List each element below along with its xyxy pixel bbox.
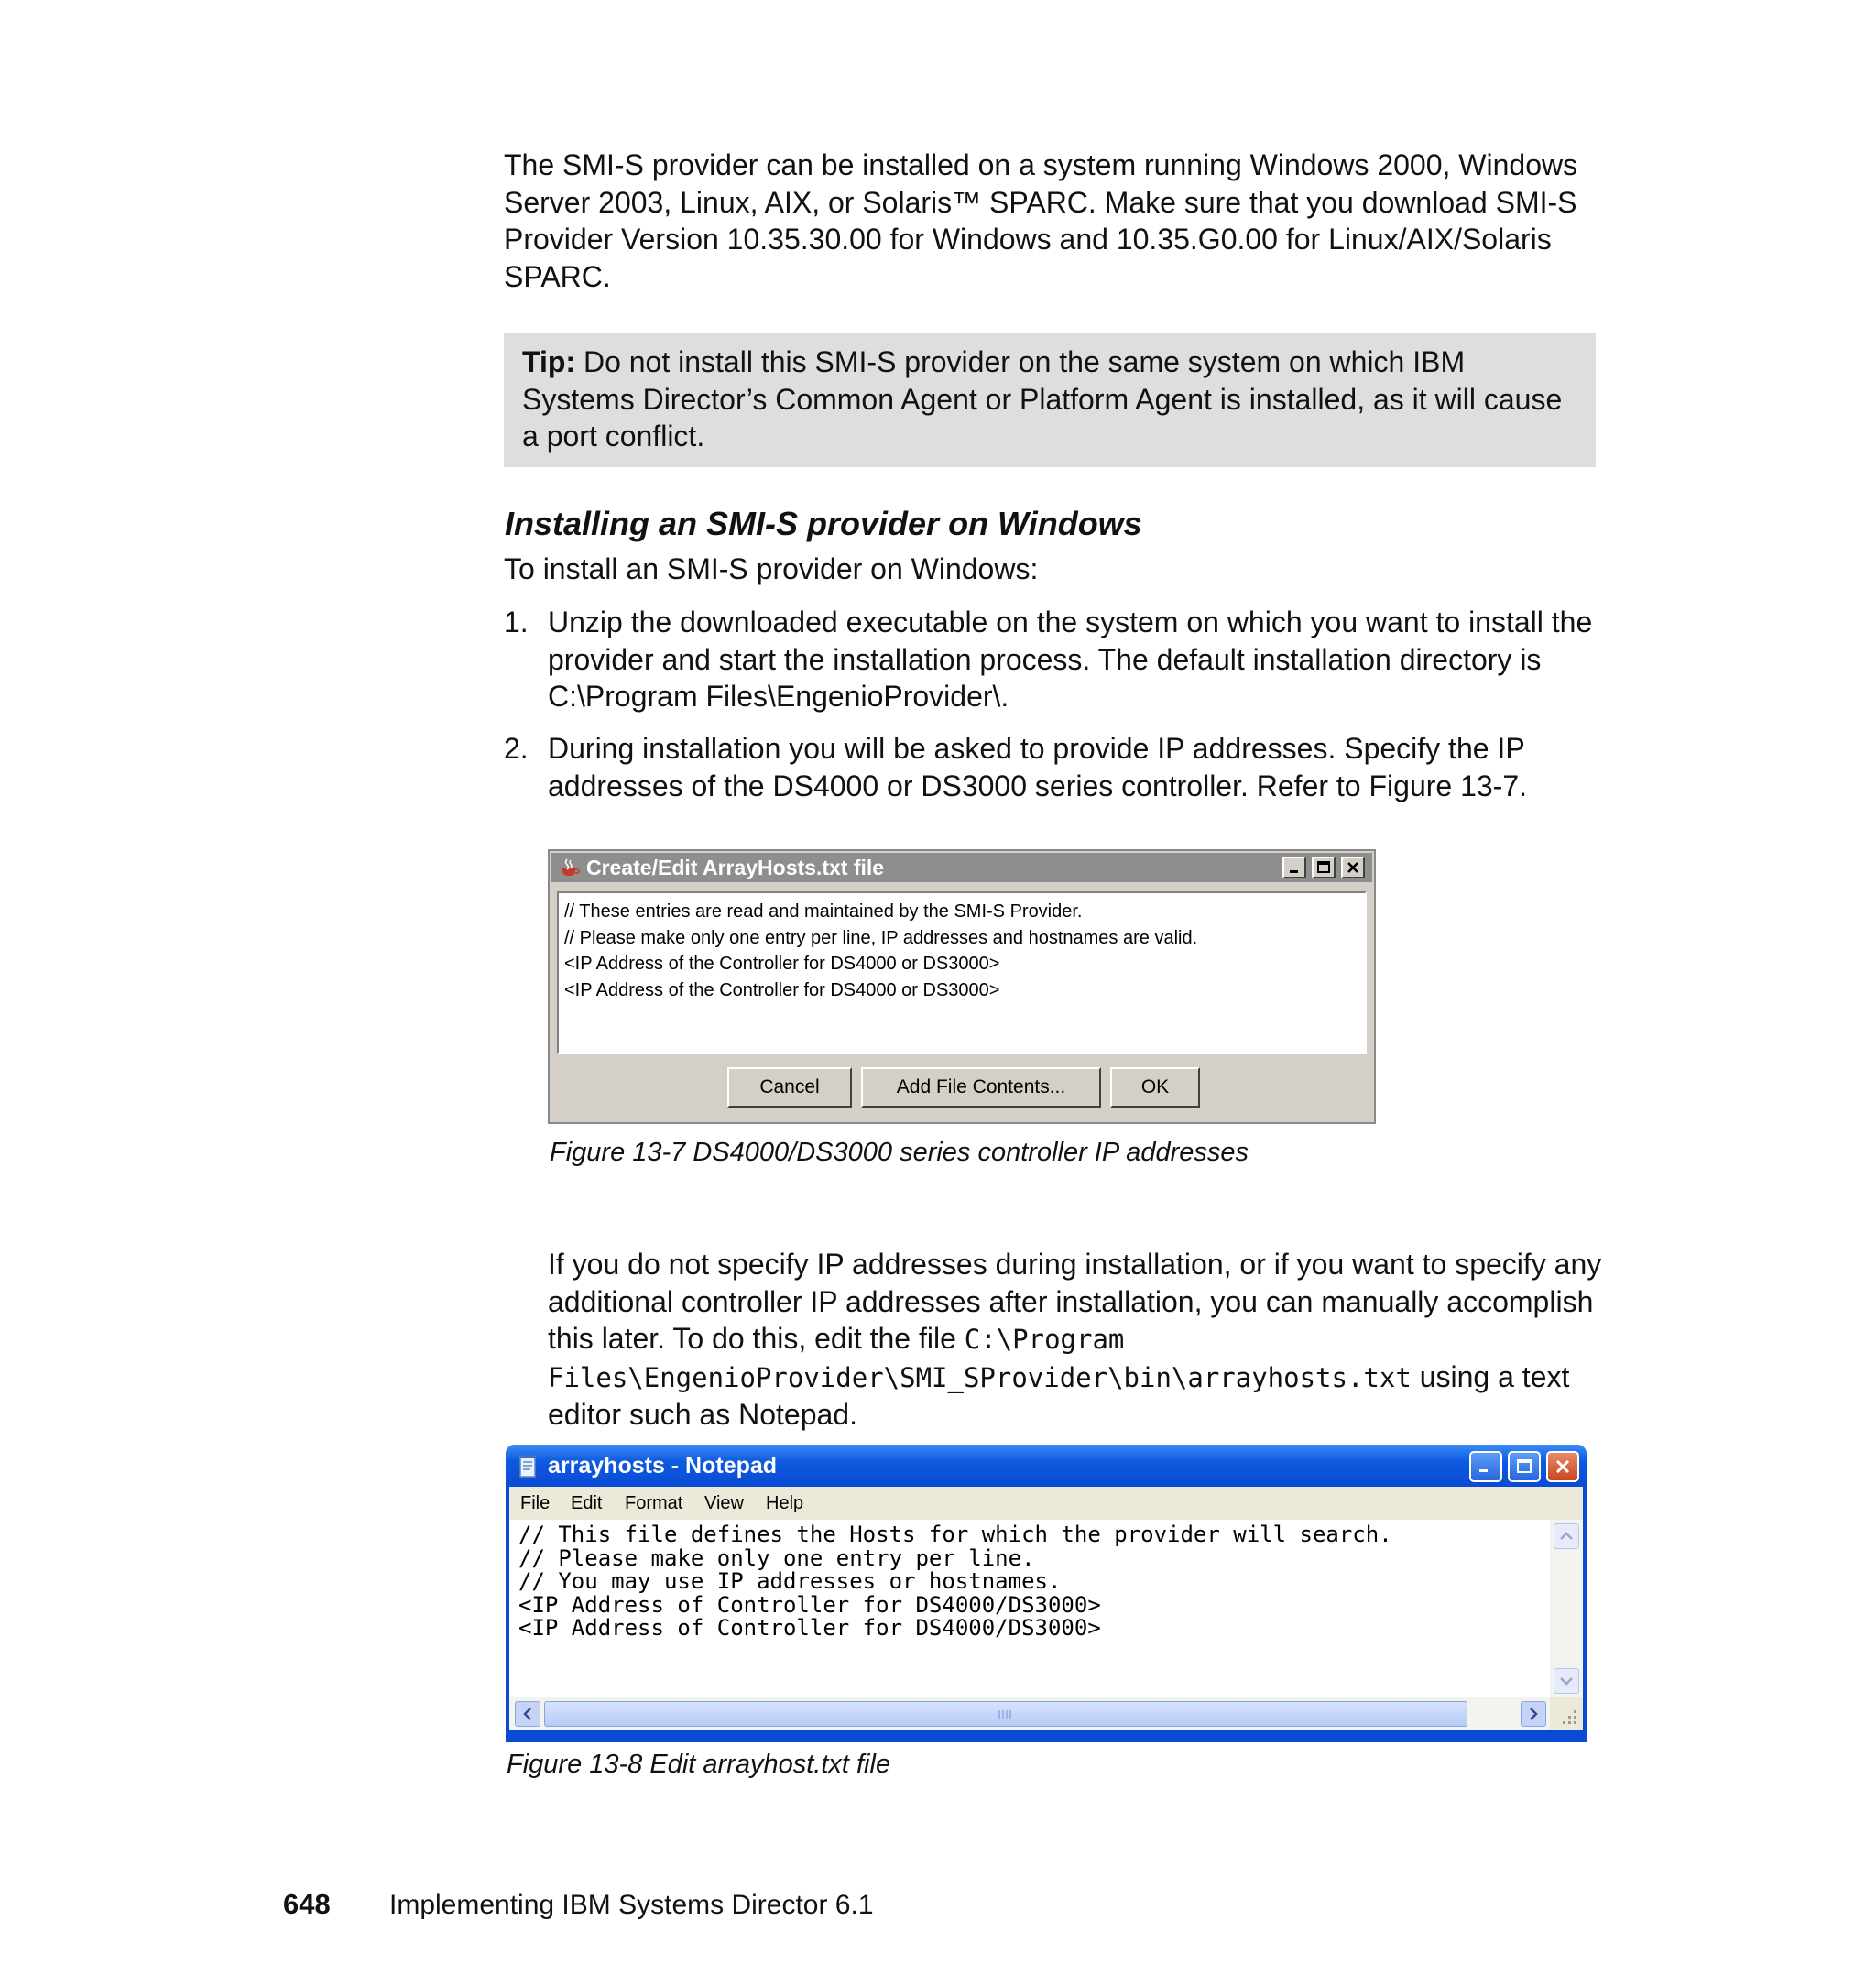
close-icon xyxy=(1346,860,1360,875)
text-line: <IP Address of Controller for DS4000/DS3000> xyxy=(518,1591,1101,1618)
notepad-title: arrayhosts - Notepad xyxy=(548,1453,778,1479)
vertical-scrollbar[interactable] xyxy=(1550,1520,1583,1697)
chevron-down-icon xyxy=(1554,1669,1578,1693)
maximize-icon xyxy=(1515,1457,1533,1476)
notepad-editor[interactable] xyxy=(509,1520,1550,1697)
figure-caption: Figure 13-7 DS4000/DS3000 series controller IP addresses xyxy=(550,1138,1249,1167)
section-heading: Installing an SMI-S provider on Windows xyxy=(505,505,1142,542)
menu-bar xyxy=(509,1487,1583,1520)
file-path: C:\Program Files\EngenioProvider\SMI_SProvider\bin\arrayhosts.txt xyxy=(548,1324,1412,1393)
text-line: // These entries are read and maintained by the SMI-S Provider. xyxy=(564,901,1083,922)
close-icon xyxy=(1554,1457,1572,1476)
maximize-button[interactable] xyxy=(1508,1451,1541,1482)
text-line: // Please make only one entry per line. xyxy=(518,1544,1035,1571)
arrayhosts-dialog xyxy=(548,849,1376,1124)
text-line: <IP Address of the Controller for DS4000 or DS3000> xyxy=(564,979,1000,1000)
chevron-left-icon xyxy=(516,1702,540,1726)
java-cup-icon xyxy=(559,857,581,878)
grip-lines-icon xyxy=(545,1702,1467,1726)
tip-text: Do not install this SMI-S provider on the same system on which IBM Systems Director’s Common Agent or Platform Agent is installed, as it will cause a port conflict. xyxy=(522,345,1563,453)
ok-button[interactable]: OK xyxy=(1110,1067,1200,1108)
scroll-right-button[interactable] xyxy=(1521,1701,1546,1727)
menu-file[interactable]: File xyxy=(520,1493,551,1513)
resize-grip-icon xyxy=(1550,1697,1583,1730)
notepad-window xyxy=(506,1445,1587,1742)
section-intro: To install an SMI-S provider on Windows: xyxy=(504,552,1039,585)
text-line: <IP Address of Controller for DS4000/DS3000> xyxy=(518,1615,1101,1641)
scroll-down-button[interactable] xyxy=(1554,1668,1579,1694)
add-file-contents-button[interactable]: Add File Contents... xyxy=(861,1067,1101,1108)
minimize-icon xyxy=(1287,860,1302,875)
notepad-icon xyxy=(517,1454,540,1479)
scroll-up-button[interactable] xyxy=(1554,1523,1579,1549)
minimize-icon xyxy=(1477,1457,1495,1476)
resize-grip[interactable] xyxy=(1550,1697,1583,1730)
text-line: // You may use IP addresses or hostnames. xyxy=(518,1568,1062,1594)
after-text-end: using a text editor such as Notepad. xyxy=(548,1359,1570,1431)
figure-caption: Figure 13-8 Edit arrayhost.txt file xyxy=(507,1750,891,1779)
tip-box xyxy=(504,333,1596,467)
minimize-button[interactable] xyxy=(1282,857,1306,878)
after-text-start: If you do not specify IP addresses during installation, or if you want to specify any additional controller IP addresses after installation, you can manually accomplish this later. To do this, edit the file xyxy=(548,1248,1602,1355)
maximize-icon xyxy=(1316,860,1331,875)
scrollbar-thumb[interactable] xyxy=(544,1701,1467,1727)
scroll-left-button[interactable] xyxy=(515,1701,540,1727)
menu-format[interactable]: Format xyxy=(625,1493,683,1513)
chevron-right-icon xyxy=(1522,1702,1545,1726)
step-number: 2. xyxy=(504,732,529,765)
book-title: Implementing IBM Systems Director 6.1 xyxy=(389,1890,874,1920)
minimize-button[interactable] xyxy=(1469,1451,1502,1482)
chevron-up-icon xyxy=(1554,1524,1578,1548)
horizontal-scrollbar[interactable] xyxy=(509,1697,1550,1730)
close-button[interactable] xyxy=(1546,1451,1579,1482)
menu-view[interactable]: View xyxy=(704,1493,744,1513)
step-text: During installation you will be asked to provide IP addresses. Specify the IP addresses of the DS4000 or DS3000 series controller. Refer to Figure 13-7. xyxy=(548,732,1528,802)
step-text: Unzip the downloaded executable on the system on which you want to install the provider and start the installation process. The default installation directory is C:\Program Files\EngenioProvider\. xyxy=(548,606,1593,713)
cancel-button[interactable]: Cancel xyxy=(727,1067,852,1108)
after-paragraph xyxy=(548,1246,1610,1434)
text-line: // This file defines the Hosts for which the provider will search. xyxy=(518,1522,1392,1547)
step-number: 1. xyxy=(504,606,529,638)
maximize-button[interactable] xyxy=(1312,857,1336,878)
dialog-title: Create/Edit ArrayHosts.txt file xyxy=(586,856,885,879)
text-line: // Please make only one entry per line, IP addresses and hostnames are valid. xyxy=(564,927,1198,948)
menu-edit[interactable]: Edit xyxy=(571,1493,603,1513)
intro-paragraph: The SMI-S provider can be installed on a system running Windows 2000, Windows Server 2003, Linux, AIX, or Solaris™ SPARC. Make sure that you download SMI-S Provider Version 10.35.30.00 for Windows and 10.35.G0.00 for Linux/AIX/Solaris SPARC. xyxy=(504,148,1578,293)
tip-label: Tip: xyxy=(522,345,576,378)
close-button[interactable] xyxy=(1341,857,1365,878)
notepad-titlebar[interactable] xyxy=(506,1445,1587,1487)
page-number: 648 xyxy=(283,1888,331,1920)
text-line: <IP Address of the Controller for DS4000 or DS3000> xyxy=(564,954,1000,974)
dialog-titlebar[interactable] xyxy=(551,853,1372,882)
arrayhosts-textarea[interactable] xyxy=(557,891,1367,1054)
menu-help[interactable]: Help xyxy=(766,1493,804,1513)
